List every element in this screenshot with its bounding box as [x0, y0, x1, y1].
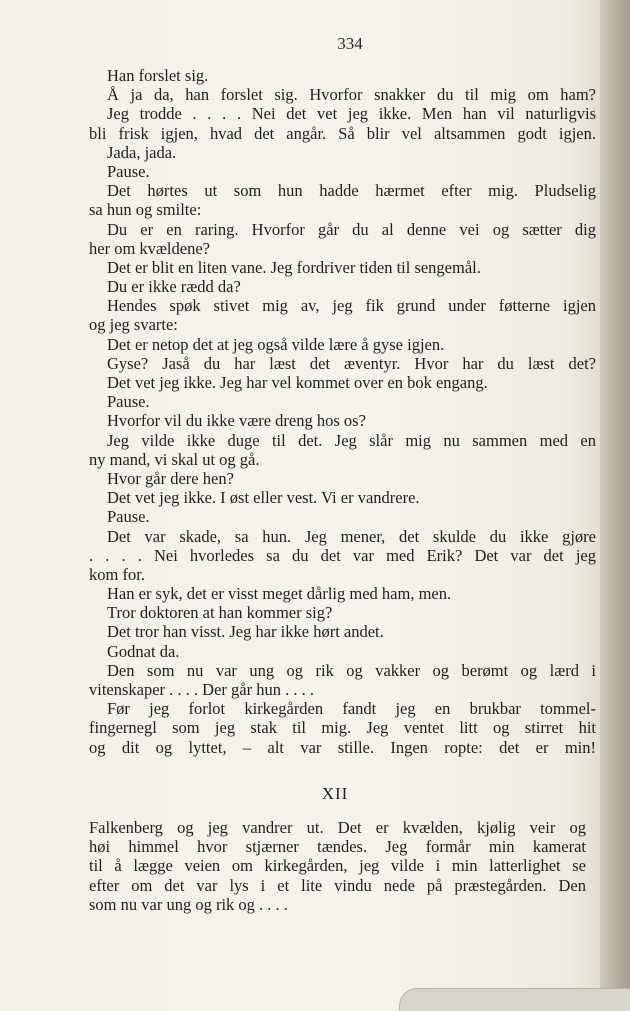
page-corner-tab	[399, 988, 630, 1011]
text-line: Det vet jeg ikke. Jeg har vel kommet over en bok engang.	[107, 373, 488, 392]
text-line: og jeg svarte:	[89, 315, 178, 335]
text-line: Pause.	[107, 392, 150, 412]
text-line: Tror doktoren at han kommer sig?	[107, 603, 333, 623]
text-line: her om kvældene?	[89, 238, 210, 258]
text-line: Han forslet sig.	[107, 66, 209, 85]
text-line: Hvorfor vil du ikke være dreng hos os?	[107, 411, 366, 431]
text-line: Det var skade, sa hun. Jeg mener, det skulde du ikke gjøre	[107, 526, 596, 546]
text-line: Han er syk, det er visst meget dårlig med ham, men.	[107, 584, 452, 604]
book-binding-edge	[600, 0, 630, 1011]
text-line: Det er blit en liten vane. Jeg fordriver tiden til sengemål.	[107, 257, 481, 277]
text-line: Det er netop det at jeg også vilde lære å gyse igjen.	[107, 334, 445, 354]
text-line: Det vet jeg ikke. I øst eller vest. Vi er vandrere.	[107, 488, 420, 508]
text-line: Gyse? Jaså du har læst det æventyr. Hvor har du læst det?	[107, 353, 596, 373]
text-line: Falkenberg og jeg vandrer ut. Det er kvælden, kjølig veir og	[89, 818, 586, 837]
text-line: Pause.	[107, 507, 150, 527]
text-line: Den som nu var ung og rik og vakker og berømt og lærd i	[107, 660, 596, 680]
chapter-heading: XII	[321, 784, 349, 803]
text-line: Det hørtes ut som hun hadde hærmet efter mig. Pludselig	[107, 181, 596, 201]
text-line: efter om det var lys i et lite vindu nede på præstegården. Den	[89, 875, 586, 895]
text-line: Hvor går dere hen?	[107, 468, 234, 488]
text-line: Jeg trodde . . . . Nei det vet jeg ikke. Men han vil naturligvis	[107, 104, 596, 124]
text-line: Godnat da.	[107, 641, 180, 661]
page-number: 334	[337, 34, 363, 53]
text-line: Jada, jada.	[107, 142, 177, 162]
text-line: høi himmel hvor stjærner tændes. Jeg formår min kamerat	[89, 837, 586, 857]
text-line: Å ja da, han forslet sig. Hvorfor snakker du til mig om ham?	[107, 85, 596, 105]
text-line: Pause.	[107, 161, 150, 181]
text-line: sa hun og smilte:	[89, 200, 202, 220]
text-line: bli frisk igjen, hvad det angår. Så blir vel altsammen godt igjen.	[89, 123, 596, 143]
text-line: . . . . Nei hvorledes sa du det var med Erik? Det var det jeg	[89, 545, 596, 565]
text-line: Det tror han visst. Jeg har ikke hørt andet.	[107, 622, 384, 642]
text-line: og dit og lyttet, – alt var stille. Ingen ropte: det er min!	[89, 737, 596, 757]
text-line: kom for.	[89, 564, 145, 584]
text-line: fingernegl som jeg stak til mig. Jeg ventet litt og stirret hit	[89, 718, 596, 738]
text-line: som nu var ung og rik og . . . .	[89, 894, 288, 914]
chapter-text	[89, 818, 586, 914]
text-line: Du er ikke rædd da?	[107, 277, 241, 297]
text-line: ny mand, vi skal ut og gå.	[89, 449, 260, 469]
text-line: til å lægge veien om kirkegården, jeg vilde i min latterlighet se	[89, 856, 586, 876]
text-line: Før jeg forlot kirkegården fandt jeg en brukbar tommel-	[107, 699, 596, 719]
text-line: vitenskaper . . . . Der går hun . . . .	[89, 680, 314, 699]
body-text	[89, 66, 596, 757]
text-line: Du er en raring. Hvorfor går du al denne vei og sætter dig	[107, 219, 596, 239]
text-line: Hendes spøk stivet mig av, jeg fik grund under føtterne igjen	[107, 296, 596, 316]
text-line: Jeg vilde ikke duge til det. Jeg slår mig nu sammen med en	[107, 430, 596, 450]
